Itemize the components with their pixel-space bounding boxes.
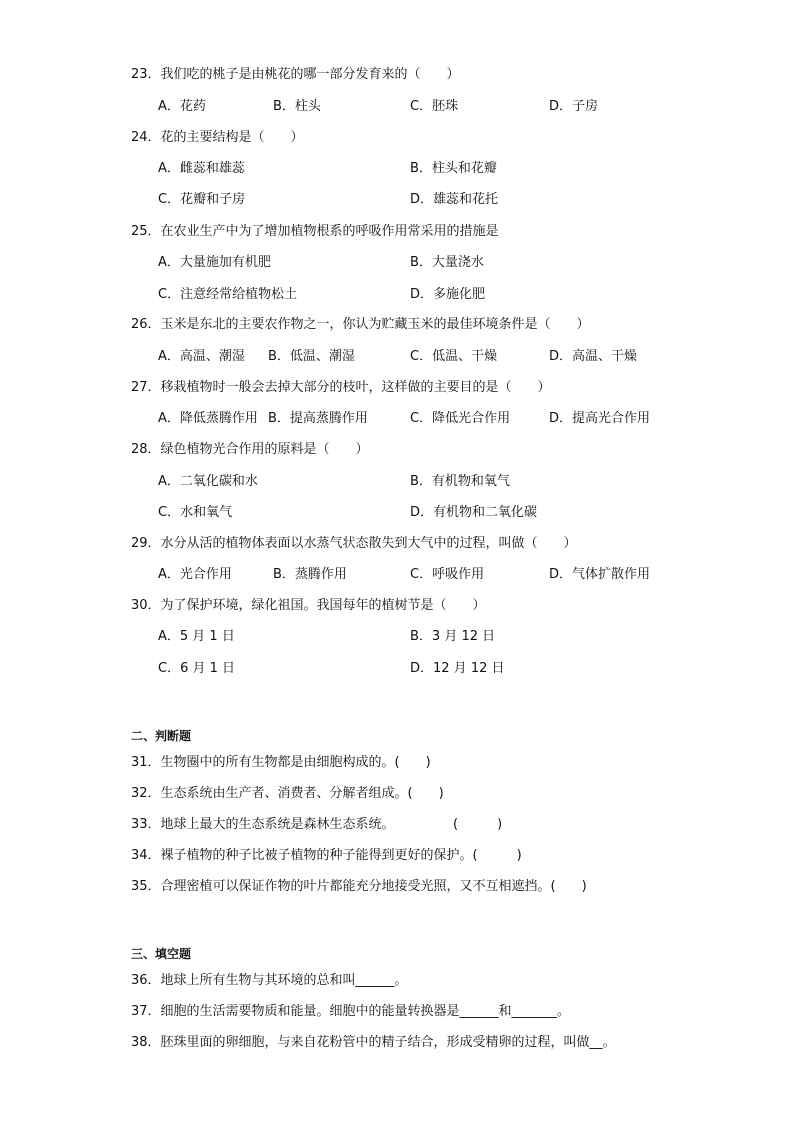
- q25-option-d: D．多施化肥: [410, 287, 486, 302]
- q29-option-c: C．呼吸作用: [410, 567, 485, 582]
- q26-option-b: B．低温、潮湿: [268, 349, 355, 364]
- q28-option-a: A．二氧化碳和水: [158, 474, 258, 489]
- q27-option-c: C．降低光合作用: [410, 411, 511, 426]
- q25-option-c: C．注意经常给植物松土: [158, 287, 298, 302]
- q27-option-d: D．提高光合作用: [549, 411, 651, 426]
- question-28-stem: 28．绿色植物光合作用的原料是（ ）: [131, 442, 369, 457]
- question-25-stem: 25．在农业生产中为了增加植物根系的呼吸作用常采用的措施是: [131, 224, 499, 239]
- q23-option-b: B．柱头: [273, 99, 321, 114]
- q27-option-b: B．提高蒸腾作用: [268, 411, 368, 426]
- q26-option-a: A．高温、潮湿: [158, 349, 245, 364]
- q24-option-d: D．雄蕊和花托: [410, 192, 499, 207]
- question-26-stem: 26．玉米是东北的主要农作物之一，你认为贮藏玉米的最佳环境条件是（ ）: [131, 317, 590, 332]
- q29-option-a: A．光合作用: [158, 567, 232, 582]
- q28-option-b: B．有机物和氧气: [410, 474, 510, 489]
- q30-option-a: A．5 月 1 日: [158, 629, 235, 644]
- q28-option-d: D．有机物和二氧化碳: [410, 505, 538, 520]
- judge-item-34: 34．裸子植物的种子比被子植物的种子能得到更好的保护。( ): [131, 848, 522, 863]
- judge-item-35: 35．合理密植可以保证作物的叶片都能充分地接受光照，又不互相遮挡。( ): [131, 879, 587, 894]
- q25-option-b: B．大量浇水: [410, 255, 484, 270]
- q24-option-c: C．花瓣和子房: [158, 192, 246, 207]
- q29-option-d: D．气体扩散作用: [549, 567, 651, 582]
- fill-item-38: 38．胚珠里面的卵细胞，与来自花粉管中的精子结合，形成受精卵的过程，叫做__。: [131, 1035, 616, 1050]
- judge-item-32: 32．生态系统由生产者、消费者、分解者组成。( ): [131, 786, 444, 801]
- judge-item-33: 33．地球上最大的生态系统是森林生态系统。 ( ): [131, 817, 503, 832]
- q30-option-c: C．6 月 1 日: [158, 661, 236, 676]
- q27-option-a: A．降低蒸腾作用: [158, 411, 258, 426]
- question-27-stem: 27．移栽植物时一般会去掉大部分的枝叶，这样做的主要目的是（ ）: [131, 380, 551, 395]
- q23-option-a: A．花药: [158, 99, 206, 114]
- question-24-stem: 24．花的主要结构是（ ）: [131, 130, 304, 145]
- q28-option-c: C．水和氧气: [158, 505, 233, 520]
- q26-option-c: C．低温、干燥: [410, 349, 498, 364]
- q30-option-b: B．3 月 12 日: [410, 629, 496, 644]
- question-23-stem: 23．我们吃的桃子是由桃花的哪一部分发育来的（ ）: [131, 67, 460, 82]
- q29-option-b: B．蒸腾作用: [273, 567, 347, 582]
- q24-option-b: B．柱头和花瓣: [410, 161, 497, 176]
- q24-option-a: A．雌蕊和雄蕊: [158, 161, 245, 176]
- q23-option-d: D．子房: [549, 99, 599, 114]
- q23-option-c: C．胚珠: [410, 99, 459, 114]
- q25-option-a: A．大量施加有机肥: [158, 255, 271, 270]
- fill-item-37: 37．细胞的生活需要物质和能量。细胞中的能量转换器是______和_______。: [131, 1004, 571, 1019]
- section-fill-title: 三、填空题: [131, 947, 192, 961]
- q26-option-d: D．高温、干燥: [549, 349, 638, 364]
- fill-item-36: 36．地球上所有生物与其环境的总和叫______。: [131, 973, 408, 988]
- question-29-stem: 29．水分从活的植物体表面以水蒸气状态散失到大气中的过程，叫做（ ）: [131, 536, 577, 551]
- judge-item-31: 31．生物圈中的所有生物都是由细胞构成的。( ): [131, 755, 431, 770]
- q30-option-d: D．12 月 12 日: [410, 661, 505, 676]
- section-judge-title: 二、判断题: [131, 729, 192, 743]
- question-30-stem: 30．为了保护环境，绿化祖国。我国每年的植树节是（ ）: [131, 598, 486, 613]
